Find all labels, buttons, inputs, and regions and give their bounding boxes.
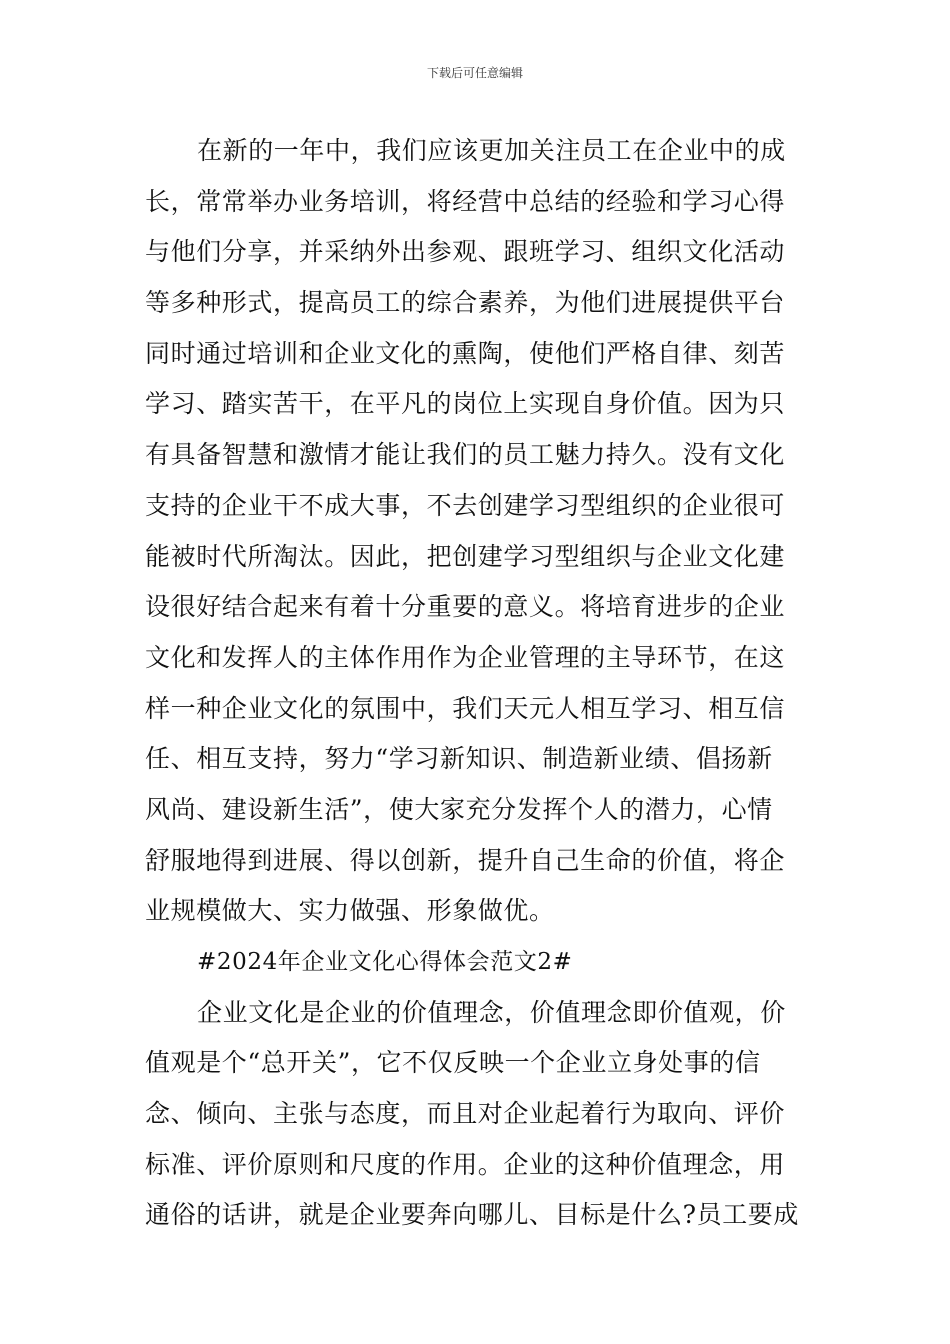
paragraph-line: 任、相互支持，努力“学习新知识、制造新业绩、倡扬新	[145, 744, 773, 774]
paragraph-line: 值观是个“总开关”，它不仅反映一个企业立身处事的信	[145, 1048, 761, 1078]
paragraph-line: 业规模做大、实力做强、形象做优。	[145, 896, 555, 926]
paragraph-line: 舒服地得到进展、得以创新，提升自己生命的价值，将企	[145, 845, 786, 875]
paragraph-line: 风尚、建设新生活”，使大家充分发挥个人的潜力，心情	[145, 794, 773, 824]
page-header: 下载后可任意编辑	[426, 66, 523, 80]
paragraph-line: 通俗的话讲，就是企业要奔向哪儿、目标是什么?员工要成	[145, 1200, 800, 1230]
paragraph-line: 标准、评价原则和尺度的作用。企业的这种价值理念，用	[145, 1149, 786, 1179]
paragraph-line: 支持的企业干不成大事，不去创建学习型组织的企业很可	[145, 490, 786, 520]
paragraph-line: 念、倾向、主张与态度，而且对企业起着行为取向、评价	[145, 1099, 786, 1129]
paragraph-line: 企业文化是企业的价值理念，价值理念即价值观，价	[197, 997, 786, 1027]
paragraph-line: 有具备智慧和激情才能让我们的员工魅力持久。没有文化	[145, 440, 786, 470]
paragraph-line: 能被时代所淘汰。因此，把创建学习型组织与企业文化建	[145, 541, 786, 571]
paragraph-line: 文化和发挥人的主体作用作为企业管理的主导环节，在这	[145, 642, 786, 672]
paragraph-line: 学习、踏实苦干，在平凡的岗位上实现自身价值。因为只	[145, 389, 786, 419]
document-body	[145, 126, 807, 1241]
section-heading: #2024年企业文化心得体会范文2#	[197, 949, 573, 975]
paragraph-line: 等多种形式，提高员工的综合素养，为他们进展提供平台	[145, 288, 786, 318]
paragraph-line: 长，常常举办业务培训，将经营中总结的经验和学习心得	[145, 186, 786, 216]
paragraph-line: 与他们分享，并采纳外出参观、跟班学习、组织文化活动	[145, 237, 786, 267]
paragraph-line: 在新的一年中，我们应该更加关注员工在企业中的成	[197, 136, 786, 165]
paragraph-line: 样一种企业文化的氛围中，我们天元人相互学习、相互信	[145, 693, 786, 723]
paragraph-line: 同时通过培训和企业文化的熏陶，使他们严格自律、刻苦	[145, 338, 786, 368]
paragraph-line: 设很好结合起来有着十分重要的意义。将培育进步的企业	[145, 592, 786, 622]
